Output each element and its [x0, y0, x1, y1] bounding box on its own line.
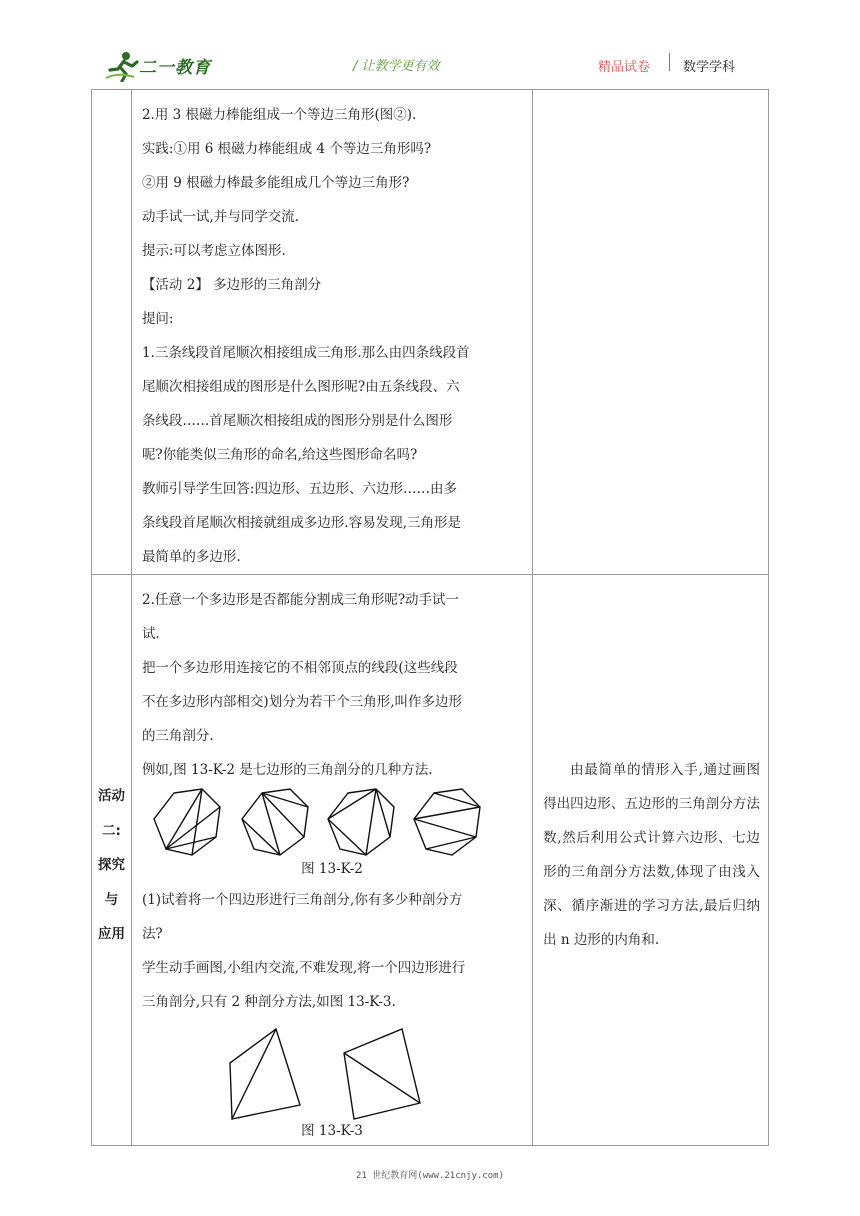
text-line: 呢?你能类似三角形的命名,给这些图形命名吗?	[141, 447, 418, 463]
lesson-table	[91, 89, 769, 1146]
text-line: 动手试一试,并与同学交流.	[141, 209, 300, 225]
quadrilateral-triangulation-diagram	[142, 1023, 504, 1121]
content-lines	[142, 98, 522, 574]
text-line: 1.三条线段首尾顺次相接组成三角形.那么由四条线段首	[141, 345, 470, 361]
text-line: 教师引导学生回答:四边形、五边形、六边形……由多	[141, 481, 457, 497]
stage-label-part: 二:	[102, 822, 121, 839]
content-cell	[131, 90, 532, 575]
stage-cell	[92, 90, 132, 575]
text-line: 提示:可以考虑立体图形.	[141, 243, 286, 259]
figure-caption: 图 13-K-2	[301, 861, 363, 877]
text-line: 例如,图 13-K-2 是七边形的三角剖分的几种方法.	[141, 762, 433, 778]
text-line: 不在多边形内部相交)划分为若干个三角形,叫作多边形	[141, 694, 462, 710]
stage-label-part: 与	[104, 891, 119, 908]
stage-cell	[92, 575, 132, 1146]
text-line: 条线段……首尾顺次相接组成的图形分别是什么图形	[141, 413, 453, 429]
heptagon-figure	[142, 787, 522, 859]
text-line: 最简单的多边形.	[141, 549, 241, 565]
stage-label-part: 探究	[97, 857, 125, 873]
text-line: 尾顺次相接组成的图形是什么图形呢?由五条线段、六	[141, 379, 460, 395]
content-cell	[131, 575, 532, 1146]
notes-cell	[533, 90, 769, 575]
logo	[104, 50, 234, 82]
text-line: 把一个多边形用连接它的不相邻顶点的线段(这些线段	[141, 660, 458, 676]
slogan: / 让教学更有效	[353, 59, 440, 74]
quadrilateral-figure	[142, 1023, 522, 1121]
teaching-notes	[533, 575, 768, 957]
table-row	[92, 90, 769, 575]
stage-label-part: 应用	[97, 926, 125, 942]
text-line: 2.用 3 根磁力棒能组成一个等边三角形(图②).	[141, 107, 417, 123]
runner-logo-icon	[104, 50, 140, 82]
content-lines	[142, 583, 522, 787]
heptagon-triangulation-diagram	[142, 787, 504, 859]
content-lines	[142, 883, 522, 1019]
text-line: ②用 9 根磁力棒最多能组成几个等边三角形?	[141, 175, 410, 191]
stage-label-part: 活动	[97, 788, 125, 804]
text-line: 试.	[141, 626, 160, 642]
text-line: 提问:	[141, 311, 174, 327]
page-header	[0, 0, 860, 90]
figure-caption: 图 13-K-3	[301, 1123, 363, 1139]
text-line: 学生动手画图,小组内交流,不难发现,将一个四边形进行	[141, 960, 466, 976]
table-row	[92, 575, 769, 1146]
text-line: (1)试着将一个四边形进行三角剖分,你有多少种剖分方	[141, 892, 463, 908]
notes-cell	[533, 575, 769, 1146]
logo-text: 二一教育	[139, 58, 211, 78]
text-line: 法?	[141, 926, 163, 942]
notes-text: 由最简单的情形入手,通过画图得出四边形、五边形的三角剖分方法数,然后利用公式计算六边形、七边形的三角剖分方法数,体现了由浅入深、循序渐进的学习方法,最后归纳出 n 边形的内角和.	[543, 762, 760, 948]
text-line: 的三角剖分.	[141, 728, 214, 744]
text-line: 2.任意一个多边形是否都能分割成三角形呢?动手试一	[141, 592, 460, 608]
text-line: 【活动 2】 多边形的三角剖分	[141, 277, 322, 293]
stage-label	[92, 575, 131, 952]
brand-label: 精品试卷	[598, 60, 651, 75]
text-line: 三角剖分,只有 2 种剖分方法,如图 13-K-3.	[141, 994, 396, 1010]
text-line: 实践:①用 6 根磁力棒能组成 4 个等边三角形吗?	[141, 141, 432, 157]
header-divider	[669, 53, 670, 71]
page-footer: 21 世纪教育网(www.21cnjy.com)	[356, 1171, 504, 1181]
subject-label: 数学学科	[683, 60, 736, 75]
text-line: 条线段首尾顺次相接就组成多边形.容易发现,三角形是	[141, 515, 462, 531]
